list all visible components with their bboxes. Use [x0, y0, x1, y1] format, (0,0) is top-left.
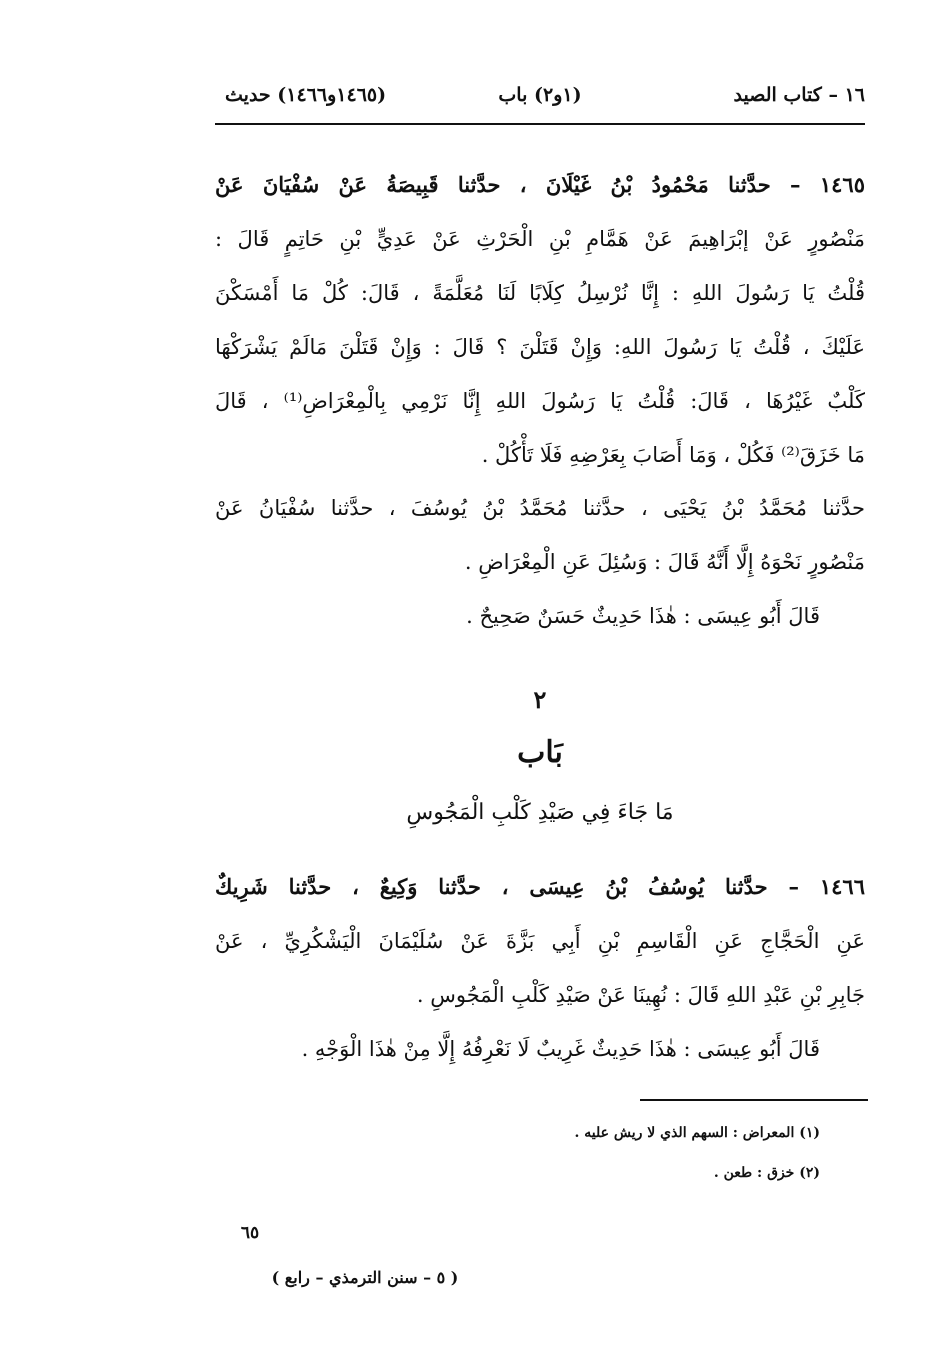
chapter-title: مَا جَاءَ فِي صَيْدِ كَلْبِ الْمَجُوسِ [406, 800, 674, 825]
footnote-rule [640, 1099, 868, 1101]
hadith-line: عَلَيْكَ ، قُلْتُ يَا رَسُولَ اللهِ: وَإِنْ قَتَلْنَ ؟ قَالَ : وَإِنْ قَتَلْنَ مَالَمْ يَشْرَكْهَا [215, 335, 865, 359]
footnote-1: (١) المعراض : السهم الذي لا ريش عليه . [574, 1125, 820, 1141]
hadith-line: مَنْصُورٍ عَنْ إبْرَاهِيمَ عَنْ هَمَّامِ بْنِ الْحَرْثِ عَنْ عَدِيٍّ بْنِ حَاتِمٍ قَالَ : [215, 227, 865, 251]
hadith-line: مَا خَزَقَ⁽²⁾ فَكُلْ ، وَمَا أَصَابَ بِعَرْضِهِ فَلَا تَأْكُلْ . [481, 443, 865, 467]
header-hadith-range: (١٤٦٥و١٤٦٦) حديث [225, 84, 387, 106]
signature-mark: ( ٥ – سنن الترمذي – رابع ) [271, 1268, 459, 1287]
chapter-bab: بَاب [517, 735, 563, 770]
verdict-line: قَالَ أَبُو عِيسَى : هٰذَا حَدِيثٌ غَرِيبٌ لَا نَعْرِفُهُ إِلَّا مِنْ هٰذَا الْوَجْهِ . [301, 1037, 820, 1061]
chapter-number: ٢ [533, 685, 547, 714]
hadith-line: جَابِرِ بْنِ عَبْدِ اللهِ قَالَ : نُهِينَا عَنْ صَيْدِ كَلْبِ الْمَجُوسِ . [416, 983, 865, 1007]
chain-line: حدَّثنا مُحَمَّدُ بْنُ يَحْيَى ، حدَّثنا مُحَمَّدُ بْنُ يُوسُفَ ، حدَّثنا سُفْيَانُ عَنْ [215, 496, 865, 520]
second-chain [215, 481, 865, 643]
header-rule [215, 123, 865, 125]
verdict-line: قَالَ أَبُو عِيسَى : هٰذَا حَدِيثٌ حَسَنٌ صَحِيحٌ . [466, 604, 820, 628]
hadith-line: ١٤٦٦ – حدَّثنا يُوسُفُ بْنُ عِيسَى ، حدَّثنا وَكِيعٌ ، حدَّثنا شَرِيكٌ [215, 874, 865, 899]
hadith-1466 [215, 860, 865, 1076]
page-number: ٦٥ [240, 1223, 260, 1243]
hadith-line: ١٤٦٥ – حدَّثنا مَحْمُودُ بْنُ غَيْلَانَ ، حدَّثنا قَبِيصَةُ عَنْ سُفْيَانَ عَنْ [215, 172, 865, 197]
header-book-title: ١٦ – كتاب الصيد [733, 84, 865, 106]
hadith-line: كَلْبٌ غَيْرُهَا ، قَالَ: قُلْتُ يَا رَسُولَ اللهِ إِنَّا نَرْمِي بِالْمِعْرَاضِ⁽¹⁾ ، قَالَ [215, 389, 865, 413]
chain-line: مَنْصُورٍ نَحْوَهُ إِلَّا أَنَّهُ قَالَ : وَسُئِلَ عَنِ الْمِعْرَاضِ . [464, 550, 865, 574]
hadith-1465 [215, 158, 865, 482]
footnote-2: (٢) خزق : طعن . [713, 1165, 820, 1181]
hadith-line: عَنِ الْحَجَّاجِ عَنِ الْقَاسِمِ بْنِ أَبِي بَزَّةَ عَنْ سُلَيْمَانَ الْيَشْكُرِيِّ ، عَنْ [215, 929, 865, 953]
hadith-line: قُلْتُ يَا رَسُولَ اللهِ : إِنَّا نُرْسِلُ كِلَابًا لَنَا مُعَلَّمَةً ، قَالَ: كُلْ مَا أَمْسَكْنَ [215, 281, 865, 305]
header-chapter: (١و٢) باب [498, 84, 582, 106]
running-header [215, 78, 865, 118]
